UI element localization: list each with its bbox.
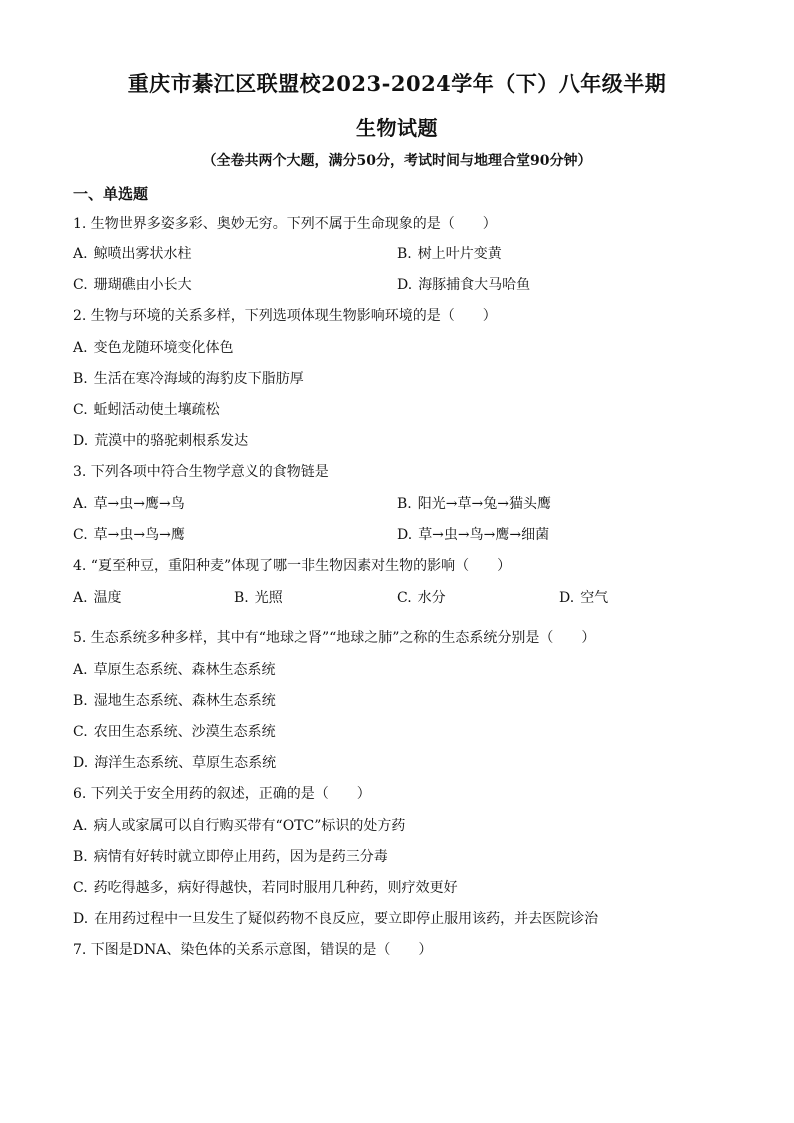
- section-heading: 一、单选题: [73, 185, 149, 203]
- option-label: C.: [73, 402, 88, 418]
- option-text: 草原生态系统、森林生态系统: [93, 662, 276, 678]
- option-label: D.: [73, 433, 89, 449]
- option-text: 阳光→草→兔→猫头鹰: [417, 496, 551, 512]
- option-label: C.: [73, 527, 88, 543]
- question-6-option-c: [73, 878, 458, 898]
- option-text: 草→虫→鹰→鸟: [93, 496, 185, 512]
- option-text: 农田生态系统、沙漠生态系统: [93, 724, 276, 740]
- option-text: 鲸喷出雾状水柱: [93, 246, 192, 262]
- question-4-option-d: [559, 588, 608, 608]
- question-6-option-a: [73, 816, 405, 836]
- question-5-stem: 5. 生态系统多种多样，其中有“地球之肾”“地球之肺”之称的生态系统分别是（ ）: [73, 630, 596, 646]
- question-6-option-d: [73, 909, 598, 929]
- option-text: 变色龙随环境变化体色: [93, 340, 234, 356]
- option-label: D.: [397, 277, 413, 293]
- option-text: 湿地生态系统、森林生态系统: [93, 693, 276, 709]
- option-text: 空气: [580, 590, 609, 606]
- question-6-stem: 6. 下列关于安全用药的叙述，正确的是（ ）: [73, 786, 371, 802]
- option-label: C.: [73, 724, 88, 740]
- question-5-option-a: [73, 660, 276, 680]
- question-2-option-c: [73, 400, 220, 420]
- option-label: A.: [73, 818, 88, 834]
- option-label: B.: [397, 246, 412, 262]
- option-text: 树上叶片变黄: [417, 246, 502, 262]
- option-text: 在用药过程中一旦发生了疑似药物不良反应，要立即停止服用该药，并去医院诊治: [94, 911, 599, 927]
- question-2-option-a: [73, 338, 234, 358]
- option-label: A.: [73, 662, 88, 678]
- option-text: 珊瑚礁由小长大: [93, 277, 192, 293]
- question-5-option-b: [73, 691, 276, 711]
- option-label: A.: [73, 590, 88, 606]
- question-5-option-c: [73, 722, 276, 742]
- option-text: 荒漠中的骆驼刺根系发达: [94, 433, 249, 449]
- question-3-option-c: [73, 525, 185, 545]
- option-label: C.: [73, 277, 88, 293]
- option-text: 蚯蚓活动使土壤疏松: [93, 402, 220, 418]
- question-2-stem: 2. 生物与环境的关系多样，下列选项体现生物影响环境的是（ ）: [73, 308, 497, 324]
- question-2-option-b: [73, 369, 304, 389]
- option-label: D.: [73, 911, 89, 927]
- option-label: A.: [73, 246, 88, 262]
- question-4-stem: 4. “夏至种豆，重阳种麦”体现了哪一非生物因素对生物的影响（ ）: [73, 558, 512, 574]
- option-label: B.: [397, 496, 412, 512]
- question-1-option-a: [73, 244, 192, 264]
- question-1-stem: 1. 生物世界多姿多彩、奥妙无穷。下列不属于生命现象的是（ ）: [73, 216, 497, 232]
- option-text: 草→虫→鸟→鹰: [93, 527, 185, 543]
- question-3-stem: 3. 下列各项中符合生物学意义的食物链是: [73, 464, 329, 480]
- option-label: D.: [397, 527, 413, 543]
- option-text: 海豚捕食大马哈鱼: [418, 277, 531, 293]
- question-3-option-b: [397, 494, 551, 514]
- option-text: 生活在寒冷海域的海豹皮下脂肪厚: [93, 371, 304, 387]
- question-1-option-c: [73, 275, 192, 295]
- option-text: 光照: [254, 590, 283, 606]
- question-3-option-d: [397, 525, 549, 545]
- option-text: 病人或家属可以自行购买带有“OTC”标识的处方药: [93, 818, 406, 834]
- option-text: 病情有好转时就立即停止用药，因为是药三分毒: [93, 849, 388, 865]
- option-text: 水分: [417, 590, 446, 606]
- option-label: C.: [397, 590, 412, 606]
- option-label: C.: [73, 880, 88, 896]
- option-text: 药吃得越多，病好得越快，若同时服用几种药，则疗效更好: [93, 880, 458, 896]
- question-4-option-b: [234, 588, 283, 608]
- option-label: D.: [559, 590, 575, 606]
- question-3-option-a: [73, 494, 185, 514]
- exam-note: （全卷共两个大题，满分50分，考试时间与地理合堂90分钟）: [202, 153, 592, 169]
- option-label: B.: [73, 693, 88, 709]
- option-label: B.: [73, 849, 88, 865]
- question-6-option-b: [73, 847, 388, 867]
- option-label: B.: [73, 371, 88, 387]
- option-label: D.: [73, 755, 89, 771]
- question-5-option-d: [73, 753, 276, 773]
- question-1-option-d: [397, 275, 530, 295]
- question-7-stem: 7. 下图是DNA、染色体的关系示意图，错误的是（ ）: [73, 942, 433, 958]
- option-text: 温度: [93, 590, 122, 606]
- option-text: 海洋生态系统、草原生态系统: [94, 755, 277, 771]
- option-label: A.: [73, 340, 88, 356]
- question-1-option-b: [397, 244, 502, 264]
- exam-subject: 生物试题: [356, 116, 438, 140]
- option-text: 草→虫→鸟→鹰→细菌: [418, 527, 550, 543]
- question-2-option-d: [73, 431, 248, 451]
- exam-title: 重庆市綦江区联盟校2023-2024学年（下）八年级半期: [127, 71, 667, 96]
- question-4-option-c: [397, 588, 446, 608]
- option-label: B.: [234, 590, 249, 606]
- question-4-option-a: [73, 588, 122, 608]
- option-label: A.: [73, 496, 88, 512]
